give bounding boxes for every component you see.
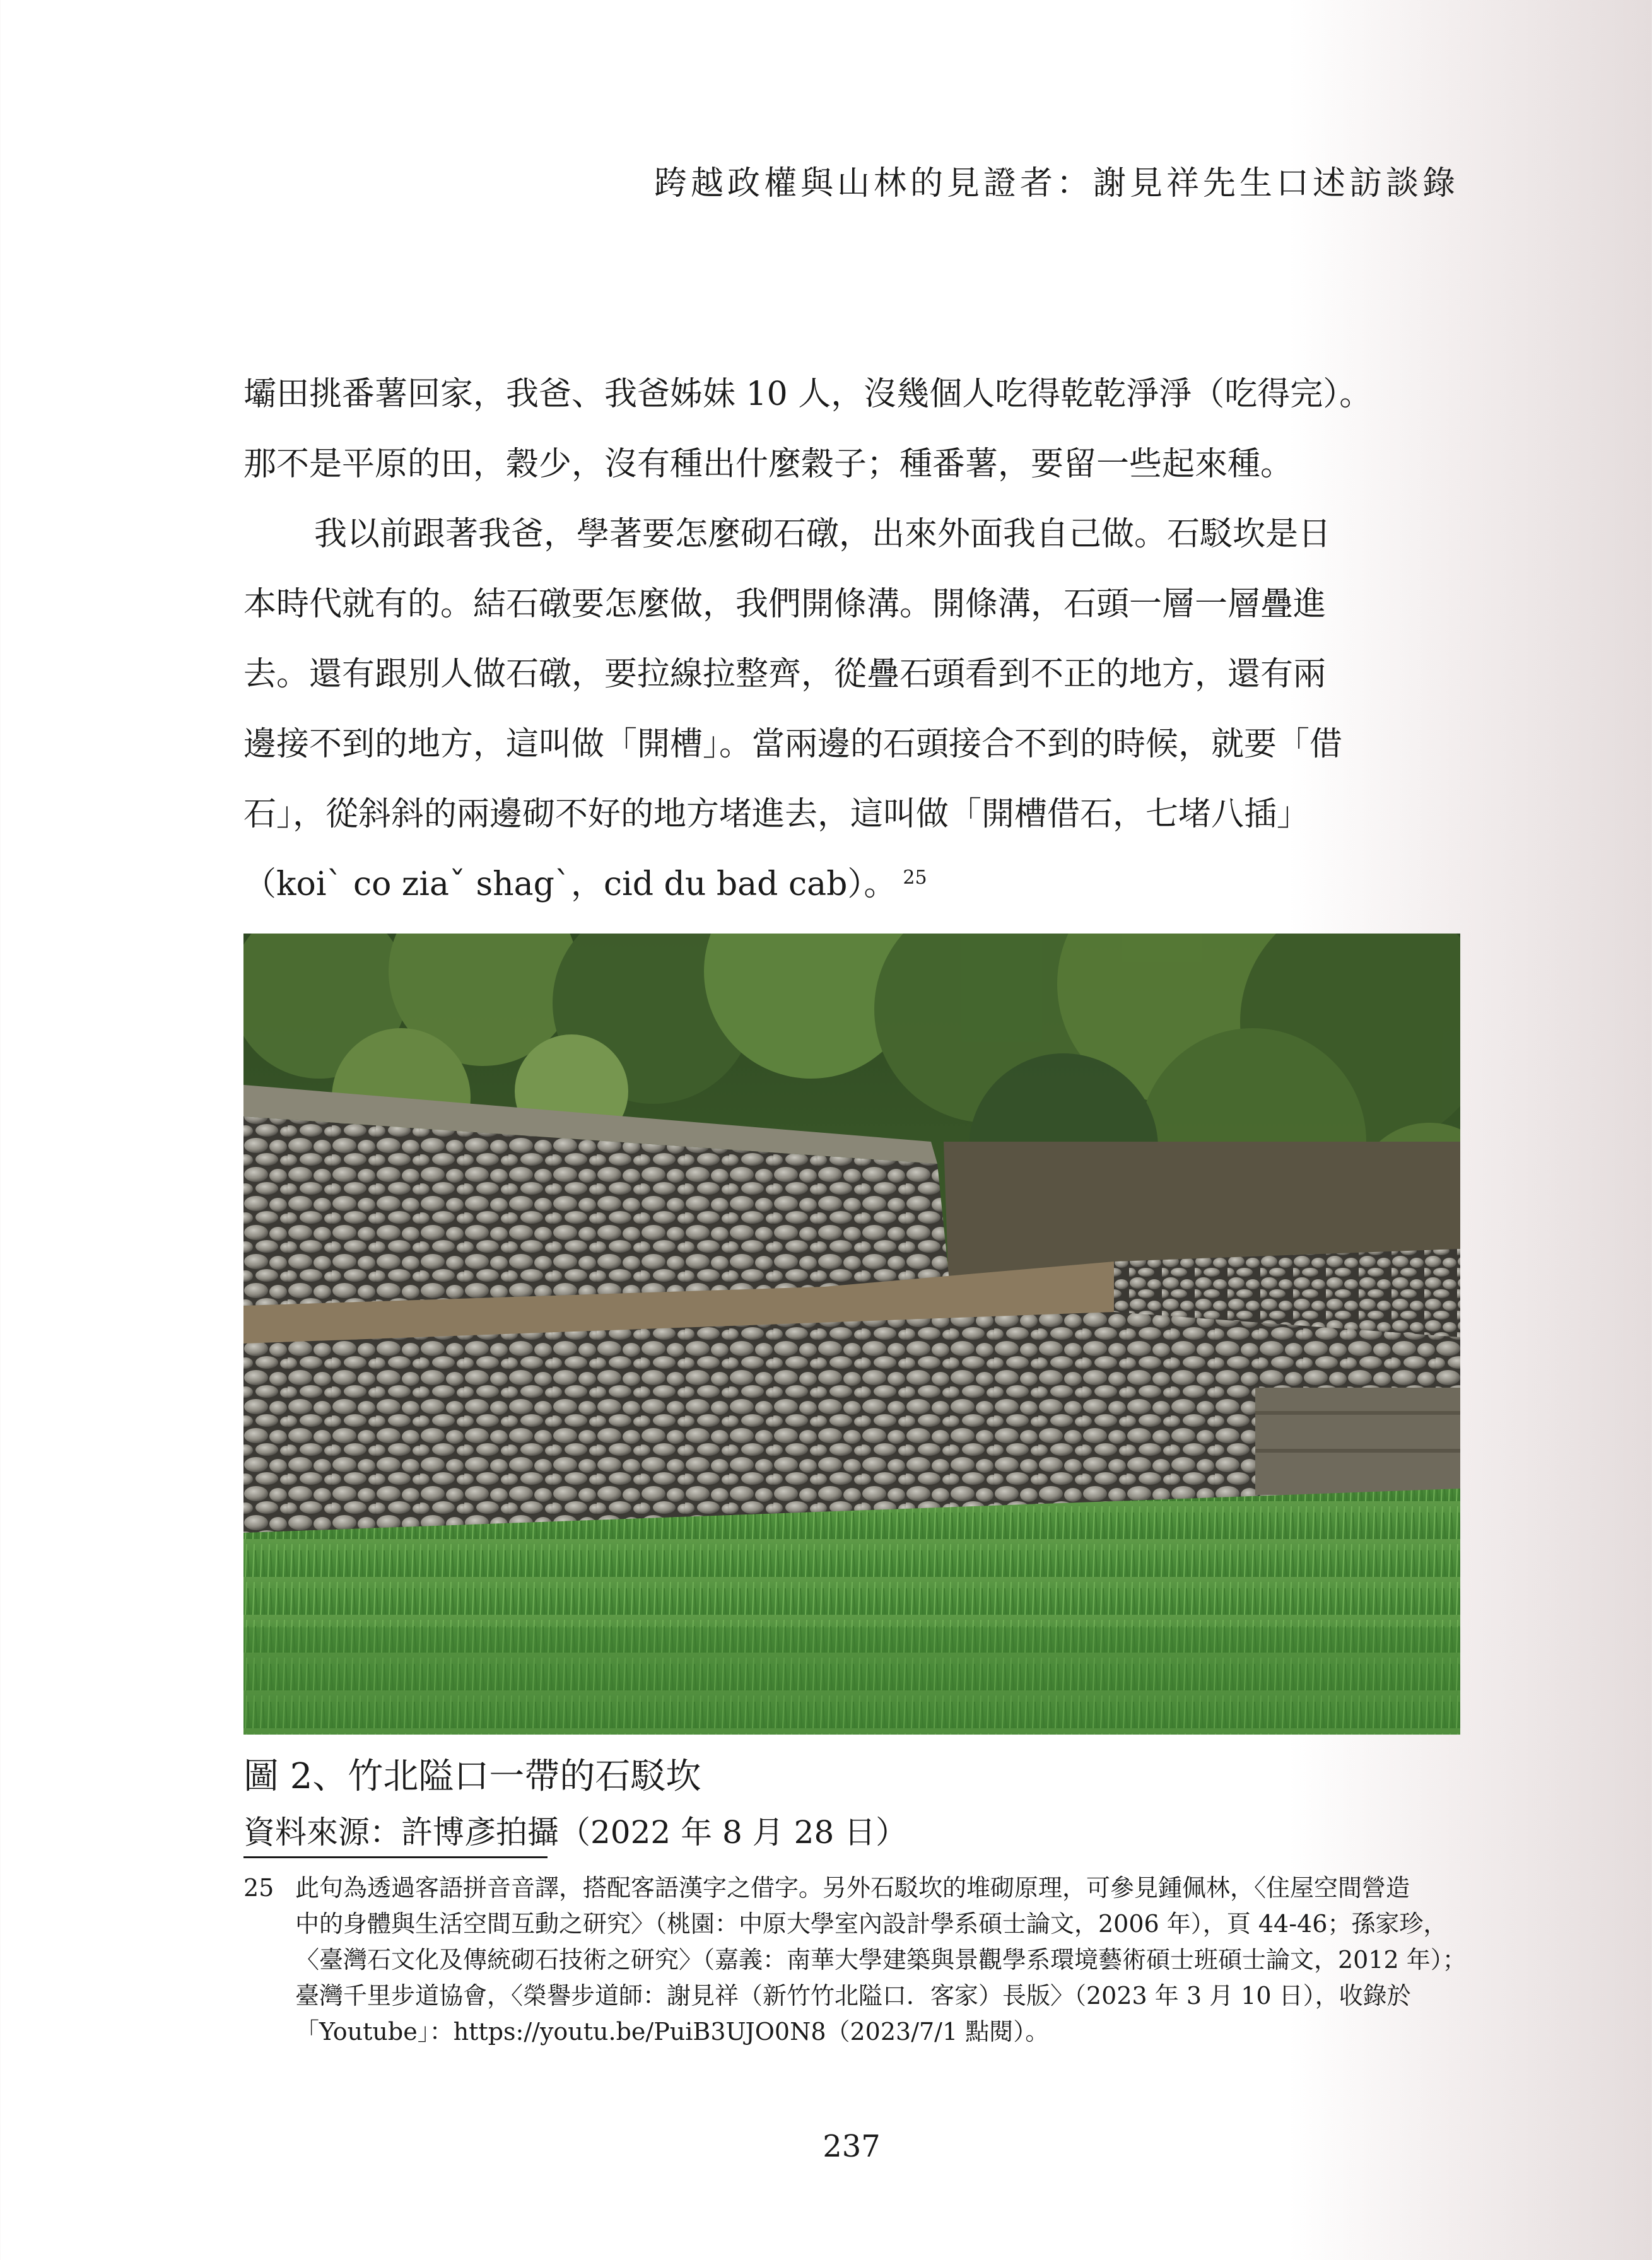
stone-wall-photo (243, 934, 1460, 1735)
paragraph-2 (243, 500, 1460, 850)
footnote-reference[interactable]: 25 (903, 866, 927, 889)
figure-source: 資料來源：許博彥拍攝（2022 年 8 月 28 日） (243, 1814, 908, 1851)
romanization-line (243, 850, 1460, 920)
text-line: 壩田挑番薯回家，我爸、我爸姊妹 10 人，沒幾個人吃得乾乾淨淨（吃得完）。 (243, 375, 1373, 413)
text-line: 那不是平原的田，穀少，沒有種出什麼穀子；種番薯，要留一些起來種。 (243, 445, 1294, 483)
text-line: 我以前跟著我爸，學著要怎麼砌石礅，出來外面我自己做。石駁坎是日 (314, 515, 1332, 553)
footnote-number: 25 (243, 1874, 274, 1902)
footnote-line: 臺灣千里步道協會，〈榮譽步道師：謝見祥（新竹竹北隘口．客家）長版〉（2023 年 3 月 10 日），收錄於 (295, 1982, 1411, 2010)
text-line: 去。還有跟別人做石礅，要拉線拉整齊，從疊石頭看到不正的地方，還有兩 (243, 655, 1327, 693)
running-header: 跨越政權與山林的見證者：謝見祥先生口述訪談錄 (653, 165, 1459, 202)
page-number: 237 (823, 2129, 881, 2164)
body-text (243, 360, 1460, 920)
footnote-line: 「Youtube」：https://youtu.be/PuiB3UJO0N8（2023/7/1 點閱）。 (295, 2018, 1050, 2046)
text-line: 邊接不到的地方，這叫做「開槽」。當兩邊的石頭接合不到的時候，就要「借 (243, 725, 1343, 763)
text-line: 本時代就有的。結石礅要怎麼做，我們開條溝。開條溝，石頭一層一層疊進 (243, 585, 1327, 623)
footnote-divider (243, 1856, 548, 1858)
romanization-text: （koi` co ziaˇ shag`，cid du bad cab）。 (243, 865, 897, 903)
footnote-line: 此句為透過客語拼音音譯，搭配客語漢字之借字。另外石駁坎的堆砌原理，可參見鍾佩林，〈住屋空間營造 (295, 1874, 1410, 1902)
footnote (243, 1870, 1467, 2050)
footnote-line: 〈臺灣石文化及傳統砌石技術之研究〉（嘉義：南華大學建築與景觀學系環境藝術碩士班碩士論文，2012 年）； (295, 1946, 1467, 1974)
footnote-text (295, 1870, 1467, 2050)
paragraph-1 (243, 360, 1460, 500)
text-line: 石」，從斜斜的兩邊砌不好的地方堵進去，這叫做「開槽借石，七堵八插」 (243, 795, 1310, 833)
figure-caption: 圖 2、竹北隘口一帶的石駁坎 (243, 1756, 701, 1797)
footnote-line: 中的身體與生活空間互動之研究〉（桃園：中原大學室內設計學系碩士論文，2006 年），頁 44-46；孫家珍， (295, 1910, 1448, 1938)
